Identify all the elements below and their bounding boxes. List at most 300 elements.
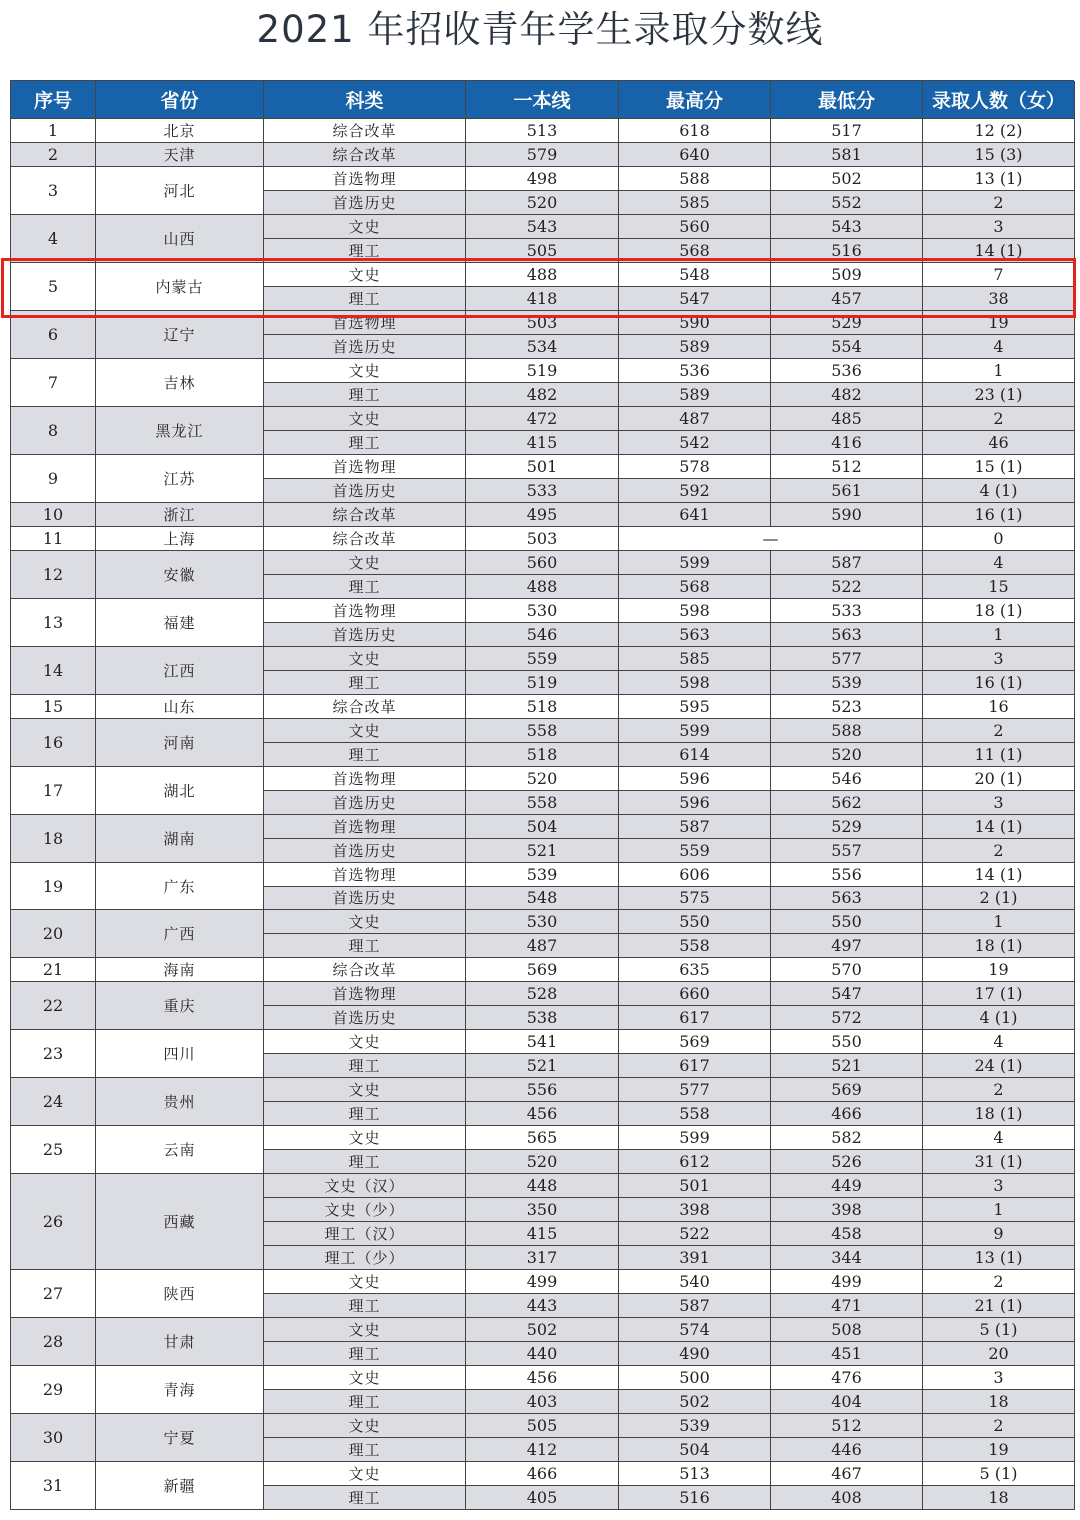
row-number-cell: 31: [11, 1462, 96, 1510]
subject-cell: 首选历史: [264, 623, 466, 647]
subject-cell: 首选历史: [264, 839, 466, 863]
tier1-line-cell: 543: [466, 215, 619, 239]
admitted-count-cell: 3: [923, 1366, 1075, 1390]
province-cell: 新疆: [96, 1462, 264, 1510]
province-cell: 重庆: [96, 982, 264, 1030]
tier1-line-cell: 504: [466, 815, 619, 839]
min-score-cell: 466: [771, 1102, 923, 1126]
row-number-cell: 8: [11, 407, 96, 455]
subject-cell: 首选物理: [264, 982, 466, 1006]
header-cell: 最高分: [619, 81, 771, 119]
min-score-cell: 563: [771, 887, 923, 911]
subject-cell: 文史: [264, 647, 466, 671]
min-score-cell: 562: [771, 791, 923, 815]
min-score-cell: 344: [771, 1246, 923, 1270]
row-number-cell: 25: [11, 1126, 96, 1174]
province-cell: 四川: [96, 1030, 264, 1078]
tier1-line-cell: 546: [466, 623, 619, 647]
tier1-line-cell: 521: [466, 1054, 619, 1078]
min-score-cell: 547: [771, 982, 923, 1006]
admitted-count-cell: 20: [923, 1342, 1075, 1366]
tier1-line-cell: 520: [466, 1150, 619, 1174]
tier1-line-cell: 487: [466, 934, 619, 958]
admitted-count-cell: 24 (1): [923, 1054, 1075, 1078]
min-score-cell: 522: [771, 575, 923, 599]
min-score-cell: 552: [771, 191, 923, 215]
admitted-count-cell: 1: [923, 623, 1075, 647]
tier1-line-cell: 538: [466, 1006, 619, 1030]
tier1-line-cell: 502: [466, 1318, 619, 1342]
tier1-line-cell: 482: [466, 383, 619, 407]
row-number-cell: 3: [11, 167, 96, 215]
row-number-cell: 16: [11, 719, 96, 767]
admitted-count-cell: 1: [923, 910, 1075, 934]
tier1-line-cell: 505: [466, 1414, 619, 1438]
subject-cell: 文史: [264, 551, 466, 575]
max-score-cell: 501: [619, 1174, 771, 1198]
max-score-cell: 640: [619, 143, 771, 167]
row-number-cell: 6: [11, 311, 96, 359]
tier1-line-cell: 415: [466, 1222, 619, 1246]
max-score-cell: 599: [619, 551, 771, 575]
tier1-line-cell: 448: [466, 1174, 619, 1198]
tier1-line-cell: 418: [466, 287, 619, 311]
admitted-count-cell: 9: [923, 1222, 1075, 1246]
max-score-cell: 550: [619, 910, 771, 934]
tier1-line-cell: 405: [466, 1486, 619, 1510]
subject-cell: 理工: [264, 671, 466, 695]
row-number-cell: 2: [11, 143, 96, 167]
admitted-count-cell: 19: [923, 958, 1075, 982]
row-number-cell: 19: [11, 863, 96, 911]
score-dash-cell: —: [619, 527, 923, 551]
row-number-cell: 7: [11, 359, 96, 407]
max-score-cell: 635: [619, 958, 771, 982]
max-score-cell: 614: [619, 743, 771, 767]
min-score-cell: 520: [771, 743, 923, 767]
header-cell: 录取人数（女）: [923, 81, 1075, 119]
min-score-cell: 476: [771, 1366, 923, 1390]
province-cell: 上海: [96, 527, 264, 551]
admitted-count-cell: 3: [923, 647, 1075, 671]
min-score-cell: 556: [771, 863, 923, 887]
province-cell: 北京: [96, 119, 264, 143]
subject-cell: 理工: [264, 1150, 466, 1174]
min-score-cell: 570: [771, 958, 923, 982]
tier1-line-cell: 498: [466, 167, 619, 191]
min-score-cell: 457: [771, 287, 923, 311]
row-number-cell: 26: [11, 1174, 96, 1270]
max-score-cell: 560: [619, 215, 771, 239]
min-score-cell: 512: [771, 455, 923, 479]
province-cell: 黑龙江: [96, 407, 264, 455]
province-cell: 福建: [96, 599, 264, 647]
subject-cell: 首选物理: [264, 767, 466, 791]
max-score-cell: 559: [619, 839, 771, 863]
tier1-line-cell: 443: [466, 1294, 619, 1318]
admitted-count-cell: 2: [923, 1078, 1075, 1102]
min-score-cell: 561: [771, 479, 923, 503]
subject-cell: 文史: [264, 1366, 466, 1390]
subject-cell: 文史: [264, 263, 466, 287]
min-score-cell: 449: [771, 1174, 923, 1198]
max-score-cell: 578: [619, 455, 771, 479]
tier1-line-cell: 559: [466, 647, 619, 671]
province-cell: 云南: [96, 1126, 264, 1174]
tier1-line-cell: 488: [466, 263, 619, 287]
min-score-cell: 572: [771, 1006, 923, 1030]
min-score-cell: 508: [771, 1318, 923, 1342]
tier1-line-cell: 505: [466, 239, 619, 263]
subject-cell: 综合改革: [264, 119, 466, 143]
tier1-line-cell: 495: [466, 503, 619, 527]
subject-cell: 文史: [264, 1078, 466, 1102]
row-number-cell: 24: [11, 1078, 96, 1126]
province-cell: 吉林: [96, 359, 264, 407]
admitted-count-cell: 14 (1): [923, 863, 1075, 887]
subject-cell: 综合改革: [264, 527, 466, 551]
tier1-line-cell: 569: [466, 958, 619, 982]
max-score-cell: 599: [619, 1126, 771, 1150]
min-score-cell: 550: [771, 910, 923, 934]
min-score-cell: 512: [771, 1414, 923, 1438]
subject-cell: 理工（汉）: [264, 1222, 466, 1246]
admitted-count-cell: 13 (1): [923, 1246, 1075, 1270]
admitted-count-cell: 4 (1): [923, 1006, 1075, 1030]
admitted-count-cell: 2: [923, 407, 1075, 431]
tier1-line-cell: 539: [466, 863, 619, 887]
subject-cell: 首选物理: [264, 599, 466, 623]
tier1-line-cell: 415: [466, 431, 619, 455]
row-number-cell: 18: [11, 815, 96, 863]
subject-cell: 理工: [264, 1054, 466, 1078]
province-cell: 浙江: [96, 503, 264, 527]
max-score-cell: 618: [619, 119, 771, 143]
tier1-line-cell: 317: [466, 1246, 619, 1270]
admitted-count-cell: 4: [923, 335, 1075, 359]
row-number-cell: 23: [11, 1030, 96, 1078]
province-cell: 湖北: [96, 767, 264, 815]
row-number-cell: 20: [11, 910, 96, 958]
max-score-cell: 540: [619, 1270, 771, 1294]
min-score-cell: 485: [771, 407, 923, 431]
max-score-cell: 599: [619, 719, 771, 743]
province-cell: 甘肃: [96, 1318, 264, 1366]
subject-cell: 文史: [264, 1126, 466, 1150]
row-number-cell: 9: [11, 455, 96, 503]
admitted-count-cell: 14 (1): [923, 239, 1075, 263]
row-number-cell: 17: [11, 767, 96, 815]
row-number-cell: 1: [11, 119, 96, 143]
tier1-line-cell: 503: [466, 311, 619, 335]
min-score-cell: 539: [771, 671, 923, 695]
subject-cell: 文史（汉）: [264, 1174, 466, 1198]
subject-cell: 首选历史: [264, 887, 466, 911]
admitted-count-cell: 4: [923, 1030, 1075, 1054]
min-score-cell: 416: [771, 431, 923, 455]
max-score-cell: 595: [619, 695, 771, 719]
subject-cell: 文史: [264, 1414, 466, 1438]
max-score-cell: 585: [619, 647, 771, 671]
tier1-line-cell: 518: [466, 743, 619, 767]
tier1-line-cell: 513: [466, 119, 619, 143]
subject-cell: 理工: [264, 1438, 466, 1462]
tier1-line-cell: 456: [466, 1102, 619, 1126]
max-score-cell: 539: [619, 1414, 771, 1438]
subject-cell: 首选物理: [264, 863, 466, 887]
subject-cell: 理工: [264, 1102, 466, 1126]
min-score-cell: 550: [771, 1030, 923, 1054]
min-score-cell: 398: [771, 1198, 923, 1222]
subject-cell: 文史: [264, 1030, 466, 1054]
province-cell: 河北: [96, 167, 264, 215]
max-score-cell: 612: [619, 1150, 771, 1174]
subject-cell: 首选物理: [264, 815, 466, 839]
tier1-line-cell: 518: [466, 695, 619, 719]
row-number-cell: 29: [11, 1366, 96, 1414]
admitted-count-cell: 1: [923, 359, 1075, 383]
max-score-cell: 589: [619, 335, 771, 359]
min-score-cell: 569: [771, 1078, 923, 1102]
header-cell: 最低分: [771, 81, 923, 119]
max-score-cell: 590: [619, 311, 771, 335]
subject-cell: 理工: [264, 239, 466, 263]
subject-cell: 文史: [264, 359, 466, 383]
subject-cell: 综合改革: [264, 958, 466, 982]
province-cell: 海南: [96, 958, 264, 982]
max-score-cell: 617: [619, 1054, 771, 1078]
tier1-line-cell: 488: [466, 575, 619, 599]
tier1-line-cell: 520: [466, 191, 619, 215]
max-score-cell: 577: [619, 1078, 771, 1102]
max-score-cell: 568: [619, 239, 771, 263]
province-cell: 江西: [96, 647, 264, 695]
tier1-line-cell: 528: [466, 982, 619, 1006]
max-score-cell: 589: [619, 383, 771, 407]
admitted-count-cell: 15: [923, 575, 1075, 599]
tier1-line-cell: 560: [466, 551, 619, 575]
max-score-cell: 574: [619, 1318, 771, 1342]
row-number-cell: 11: [11, 527, 96, 551]
tier1-line-cell: 503: [466, 527, 619, 551]
province-cell: 河南: [96, 719, 264, 767]
province-cell: 江苏: [96, 455, 264, 503]
min-score-cell: 467: [771, 1462, 923, 1486]
max-score-cell: 587: [619, 1294, 771, 1318]
admitted-count-cell: 3: [923, 215, 1075, 239]
row-number-cell: 15: [11, 695, 96, 719]
subject-cell: 首选历史: [264, 335, 466, 359]
min-score-cell: 471: [771, 1294, 923, 1318]
province-cell: 广东: [96, 863, 264, 911]
province-cell: 广西: [96, 910, 264, 958]
min-score-cell: 588: [771, 719, 923, 743]
max-score-cell: 596: [619, 767, 771, 791]
min-score-cell: 529: [771, 815, 923, 839]
admitted-count-cell: 19: [923, 311, 1075, 335]
province-cell: 宁夏: [96, 1414, 264, 1462]
subject-cell: 理工: [264, 1486, 466, 1510]
subject-cell: 首选历史: [264, 791, 466, 815]
tier1-line-cell: 558: [466, 791, 619, 815]
subject-cell: 首选物理: [264, 167, 466, 191]
min-score-cell: 536: [771, 359, 923, 383]
max-score-cell: 547: [619, 287, 771, 311]
tier1-line-cell: 472: [466, 407, 619, 431]
subject-cell: 首选物理: [264, 455, 466, 479]
min-score-cell: 563: [771, 623, 923, 647]
subject-cell: 文史: [264, 1270, 466, 1294]
min-score-cell: 502: [771, 167, 923, 191]
min-score-cell: 482: [771, 383, 923, 407]
admitted-count-cell: 2: [923, 191, 1075, 215]
admitted-count-cell: 2 (1): [923, 887, 1075, 911]
subject-cell: 理工: [264, 1342, 466, 1366]
admitted-count-cell: 3: [923, 1174, 1075, 1198]
min-score-cell: 523: [771, 695, 923, 719]
admitted-count-cell: 16 (1): [923, 503, 1075, 527]
max-score-cell: 641: [619, 503, 771, 527]
subject-cell: 文史: [264, 215, 466, 239]
tier1-line-cell: 403: [466, 1390, 619, 1414]
subject-cell: 综合改革: [264, 695, 466, 719]
max-score-cell: 588: [619, 167, 771, 191]
header-cell: 科类: [264, 81, 466, 119]
max-score-cell: 542: [619, 431, 771, 455]
admitted-count-cell: 3: [923, 791, 1075, 815]
max-score-cell: 596: [619, 791, 771, 815]
admitted-count-cell: 1: [923, 1198, 1075, 1222]
row-number-cell: 21: [11, 958, 96, 982]
subject-cell: 文史（少）: [264, 1198, 466, 1222]
max-score-cell: 490: [619, 1342, 771, 1366]
admitted-count-cell: 20 (1): [923, 767, 1075, 791]
row-number-cell: 13: [11, 599, 96, 647]
tier1-line-cell: 530: [466, 599, 619, 623]
tier1-line-cell: 440: [466, 1342, 619, 1366]
subject-cell: 综合改革: [264, 143, 466, 167]
admitted-count-cell: 18 (1): [923, 934, 1075, 958]
subject-cell: 理工: [264, 431, 466, 455]
province-cell: 湖南: [96, 815, 264, 863]
header-cell: 序号: [11, 81, 96, 119]
subject-cell: 文史: [264, 1318, 466, 1342]
row-number-cell: 10: [11, 503, 96, 527]
tier1-line-cell: 521: [466, 839, 619, 863]
max-score-cell: 617: [619, 1006, 771, 1030]
admitted-count-cell: 16 (1): [923, 671, 1075, 695]
min-score-cell: 516: [771, 239, 923, 263]
min-score-cell: 543: [771, 215, 923, 239]
subject-cell: 理工: [264, 934, 466, 958]
min-score-cell: 499: [771, 1270, 923, 1294]
province-cell: 山西: [96, 215, 264, 263]
subject-cell: 理工: [264, 1390, 466, 1414]
subject-cell: 首选历史: [264, 191, 466, 215]
row-number-cell: 5: [11, 263, 96, 311]
admitted-count-cell: 21 (1): [923, 1294, 1075, 1318]
subject-cell: 首选历史: [264, 479, 466, 503]
max-score-cell: 516: [619, 1486, 771, 1510]
row-number-cell: 28: [11, 1318, 96, 1366]
max-score-cell: 548: [619, 263, 771, 287]
min-score-cell: 557: [771, 839, 923, 863]
admitted-count-cell: 12 (2): [923, 119, 1075, 143]
admitted-count-cell: 2: [923, 1270, 1075, 1294]
admitted-count-cell: 18 (1): [923, 1102, 1075, 1126]
min-score-cell: 509: [771, 263, 923, 287]
admitted-count-cell: 2: [923, 719, 1075, 743]
province-cell: 山东: [96, 695, 264, 719]
row-number-cell: 14: [11, 647, 96, 695]
min-score-cell: 546: [771, 767, 923, 791]
max-score-cell: 563: [619, 623, 771, 647]
tier1-line-cell: 556: [466, 1078, 619, 1102]
tier1-line-cell: 558: [466, 719, 619, 743]
admitted-count-cell: 19: [923, 1438, 1075, 1462]
max-score-cell: 487: [619, 407, 771, 431]
max-score-cell: 585: [619, 191, 771, 215]
min-score-cell: 582: [771, 1126, 923, 1150]
min-score-cell: 517: [771, 119, 923, 143]
min-score-cell: 404: [771, 1390, 923, 1414]
province-cell: 天津: [96, 143, 264, 167]
min-score-cell: 529: [771, 311, 923, 335]
admitted-count-cell: 31 (1): [923, 1150, 1075, 1174]
province-cell: 贵州: [96, 1078, 264, 1126]
max-score-cell: 598: [619, 599, 771, 623]
subject-cell: 文史: [264, 1462, 466, 1486]
subject-cell: 首选物理: [264, 311, 466, 335]
min-score-cell: 446: [771, 1438, 923, 1462]
min-score-cell: 458: [771, 1222, 923, 1246]
max-score-cell: 660: [619, 982, 771, 1006]
admitted-count-cell: 16: [923, 695, 1075, 719]
admitted-count-cell: 7: [923, 263, 1075, 287]
admitted-count-cell: 13 (1): [923, 167, 1075, 191]
admitted-count-cell: 11 (1): [923, 743, 1075, 767]
page-title: 2021 年招收青年学生录取分数线: [256, 8, 824, 51]
subject-cell: 理工: [264, 575, 466, 599]
admission-score-table: [10, 80, 1074, 1510]
max-score-cell: 502: [619, 1390, 771, 1414]
admitted-count-cell: 18: [923, 1486, 1075, 1510]
min-score-cell: 554: [771, 335, 923, 359]
max-score-cell: 522: [619, 1222, 771, 1246]
admitted-count-cell: 38: [923, 287, 1075, 311]
subject-cell: 理工: [264, 287, 466, 311]
subject-cell: 理工: [264, 383, 466, 407]
row-number-cell: 12: [11, 551, 96, 599]
admitted-count-cell: 17 (1): [923, 982, 1075, 1006]
tier1-line-cell: 565: [466, 1126, 619, 1150]
max-score-cell: 558: [619, 1102, 771, 1126]
max-score-cell: 504: [619, 1438, 771, 1462]
tier1-line-cell: 548: [466, 887, 619, 911]
admitted-count-cell: 0: [923, 527, 1075, 551]
tier1-line-cell: 350: [466, 1198, 619, 1222]
max-score-cell: 606: [619, 863, 771, 887]
max-score-cell: 536: [619, 359, 771, 383]
subject-cell: 理工: [264, 743, 466, 767]
tier1-line-cell: 533: [466, 479, 619, 503]
admitted-count-cell: 4: [923, 1126, 1075, 1150]
row-number-cell: 27: [11, 1270, 96, 1318]
subject-cell: 文史: [264, 719, 466, 743]
province-cell: 安徽: [96, 551, 264, 599]
admitted-count-cell: 15 (3): [923, 143, 1075, 167]
max-score-cell: 391: [619, 1246, 771, 1270]
